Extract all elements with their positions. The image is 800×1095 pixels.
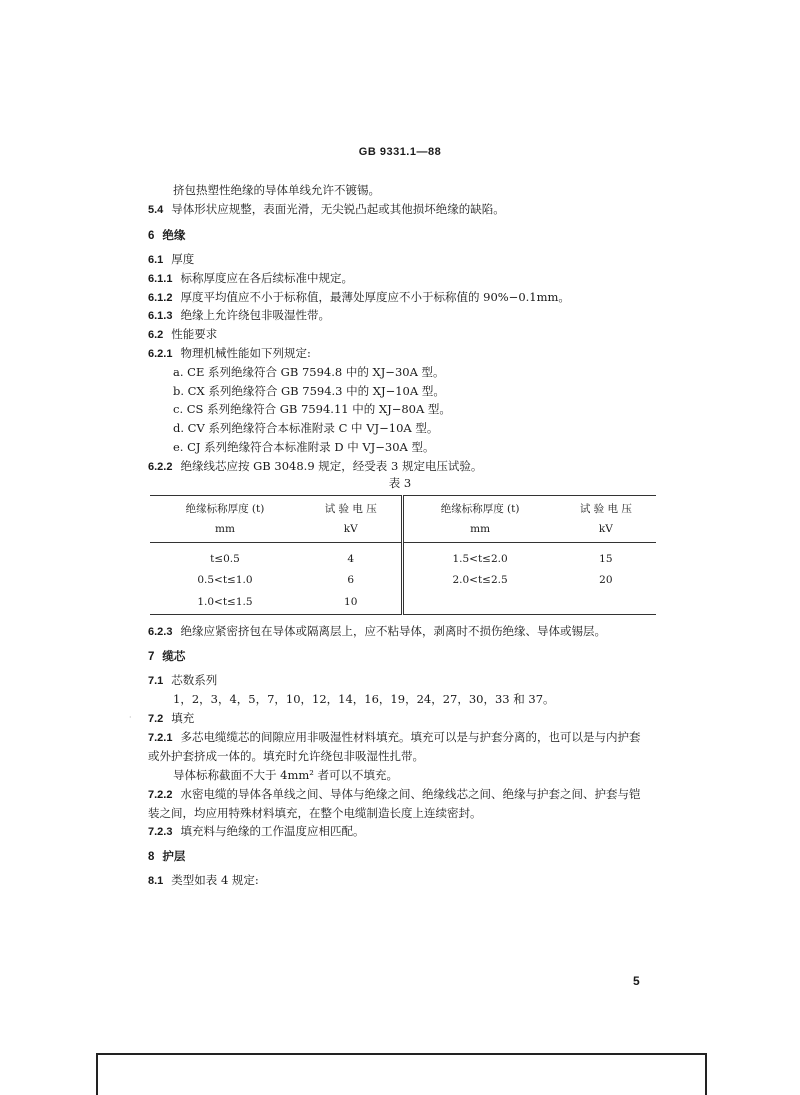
table-cell: t≤0.5 xyxy=(210,553,240,565)
clause-6-2 xyxy=(148,326,217,343)
header-label: 试 验 电 压 xyxy=(324,503,377,515)
section-title: 绝缘 xyxy=(162,228,186,242)
clause-title: 性能要求 xyxy=(171,327,218,341)
clause-text: 填充料与绝缘的工作温度应相匹配。 xyxy=(180,824,365,838)
clause-number: 6.2.3 xyxy=(148,626,173,638)
clause-7-2-2 xyxy=(148,786,640,803)
header-label: 试 验 电 压 xyxy=(579,503,632,515)
clause-number: 6.2.2 xyxy=(148,461,173,473)
clause-6-2-2 xyxy=(148,458,482,475)
table-3-title: 表 3 xyxy=(388,476,412,490)
table-cell xyxy=(556,590,656,615)
clause-text: 厚度平均值应不小于标称值，最薄处厚度应不小于标称值的 90%−0.1mm。 xyxy=(180,290,570,304)
clause-title: 填充 xyxy=(171,711,195,725)
paragraph: 导体标称截面不大于 4mm² 者可以不填充。 xyxy=(173,768,399,782)
list-item-a: a. CE 系列绝缘符合 GB 7594.8 中的 XJ−30A 型。 xyxy=(173,365,445,379)
header-thickness xyxy=(150,496,300,543)
clause-6-2-3 xyxy=(148,623,606,640)
section-title: 缆芯 xyxy=(162,649,186,663)
clause-number: 6.1.3 xyxy=(148,310,173,322)
list-item-e: e. CJ 系列绝缘符合本标准附录 D 中 VJ−30A 型。 xyxy=(173,440,435,454)
clause-text: 导体形状应规整，表面光滑，无尖锐凸起或其他损坏绝缘的缺陷。 xyxy=(171,202,505,216)
page-header: GB 9331.1—88 xyxy=(358,146,442,158)
clause-text: 物理机械性能如下列规定: xyxy=(180,346,311,360)
table-cell: 20 xyxy=(599,574,613,586)
section-7-heading xyxy=(148,648,185,664)
list-item-c: c. CS 系列绝缘符合 GB 7594.11 中的 XJ−80A 型。 xyxy=(173,402,451,416)
clause-text: 类型如表 4 规定: xyxy=(171,873,259,887)
paragraph: 或外护套挤成一体的。填充时允许绕包非吸湿性扎带。 xyxy=(148,749,424,763)
clause-number: 7.2.1 xyxy=(148,732,173,744)
table-cell: 6 xyxy=(300,570,403,590)
table-cell: 15 xyxy=(599,553,613,565)
clause-text: 多芯电缆缆芯的间隙应用非吸湿性材料填充。填充可以是与护套分离的，也可以是与内护套 xyxy=(180,730,641,744)
clause-number: 5.4 xyxy=(148,204,164,216)
clause-5-4 xyxy=(148,201,505,218)
header-unit: kV xyxy=(343,523,358,535)
table-cell: 4 xyxy=(300,543,403,571)
clause-7-2-3 xyxy=(148,823,364,840)
table-cell: 10 xyxy=(300,590,403,615)
clause-text: 标称厚度应在各后续标准中规定。 xyxy=(180,271,353,285)
table-cell: 1.0<t≤1.5 xyxy=(150,590,300,615)
table-cell xyxy=(403,590,556,615)
clause-number: 6.2.1 xyxy=(148,348,173,360)
table-cell: 0.5<t≤1.0 xyxy=(197,574,253,586)
clause-title: 芯数系列 xyxy=(171,673,218,687)
table-row xyxy=(150,570,656,590)
header-unit: kV xyxy=(598,523,613,535)
list-item-d: d. CV 系列绝缘符合本标准附录 C 中 VJ−10A 型。 xyxy=(173,421,439,435)
clause-7-2 xyxy=(148,710,194,727)
table-3 xyxy=(150,495,656,615)
header-label: 绝缘标称厚度 (t) xyxy=(185,503,265,515)
clause-number: 7.1 xyxy=(148,675,164,687)
scan-dot: · xyxy=(129,713,132,722)
table-cell: 2.0<t≤2.5 xyxy=(452,574,508,586)
table-cell: 1.5<t≤2.0 xyxy=(452,553,508,565)
clause-6-1-2 xyxy=(148,289,570,306)
section-8-heading xyxy=(148,848,185,864)
clause-text: 绝缘线芯应按 GB 3048.9 规定，经受表 3 规定电压试验。 xyxy=(180,459,483,473)
clause-number: 7.2.3 xyxy=(148,826,173,838)
clause-6-2-1 xyxy=(148,345,311,362)
section-number: 6 xyxy=(148,230,155,242)
section-number: 7 xyxy=(148,651,155,663)
clause-title: 厚度 xyxy=(171,252,195,266)
clause-6-1-1 xyxy=(148,270,353,287)
section-title: 护层 xyxy=(162,849,186,863)
clause-8-1 xyxy=(148,872,259,889)
clause-number: 6.1.2 xyxy=(148,292,173,304)
clause-text: 绝缘应紧密挤包在导体或隔离层上，应不粘导体，剥离时不损伤绝缘、导体或锡层。 xyxy=(180,624,606,638)
clause-number: 7.2.2 xyxy=(148,789,173,801)
table-header-row xyxy=(150,496,656,543)
clause-6-1-3 xyxy=(148,307,330,324)
clause-7-1 xyxy=(148,672,217,689)
clause-number: 6.1 xyxy=(148,254,164,266)
paragraph: 装之间，均应用特殊材料填充，在整个电缆制造长度上连续密封。 xyxy=(148,806,482,820)
table-row xyxy=(150,543,656,571)
list-item-b: b. CX 系列绝缘符合 GB 7594.3 中的 XJ−10A 型。 xyxy=(173,384,445,398)
core-count-list: 1，2，3，4，5，7，10，12，14，16，19，24，27，30，33 和 37。 xyxy=(173,692,555,706)
header-label: 绝缘标称厚度 (t) xyxy=(440,503,520,515)
header-thickness xyxy=(403,496,556,543)
header-unit: mm xyxy=(470,523,491,535)
page-number: 5 xyxy=(633,974,640,988)
clause-number: 8.1 xyxy=(148,875,164,887)
header-voltage xyxy=(556,496,656,543)
clause-number: 7.2 xyxy=(148,713,164,725)
clause-6-1 xyxy=(148,251,194,268)
header-unit: mm xyxy=(215,523,235,535)
clause-number: 6.2 xyxy=(148,329,164,341)
section-6-heading xyxy=(148,227,185,243)
header-voltage xyxy=(300,496,403,543)
table-row xyxy=(150,590,656,615)
paragraph: 挤包热塑性绝缘的导体单线允许不镀锡。 xyxy=(173,183,380,197)
clause-text: 水密电缆的导体各单线之间、导体与绝缘之间、绝缘线芯之间、绝缘与护套之间、护套与铠 xyxy=(180,787,641,801)
clause-number: 6.1.1 xyxy=(148,273,173,285)
clause-text: 绝缘上允许绕包非吸湿性带。 xyxy=(180,308,330,322)
clause-7-2-1 xyxy=(148,729,640,746)
section-number: 8 xyxy=(148,851,155,863)
footer-frame xyxy=(96,1053,707,1095)
